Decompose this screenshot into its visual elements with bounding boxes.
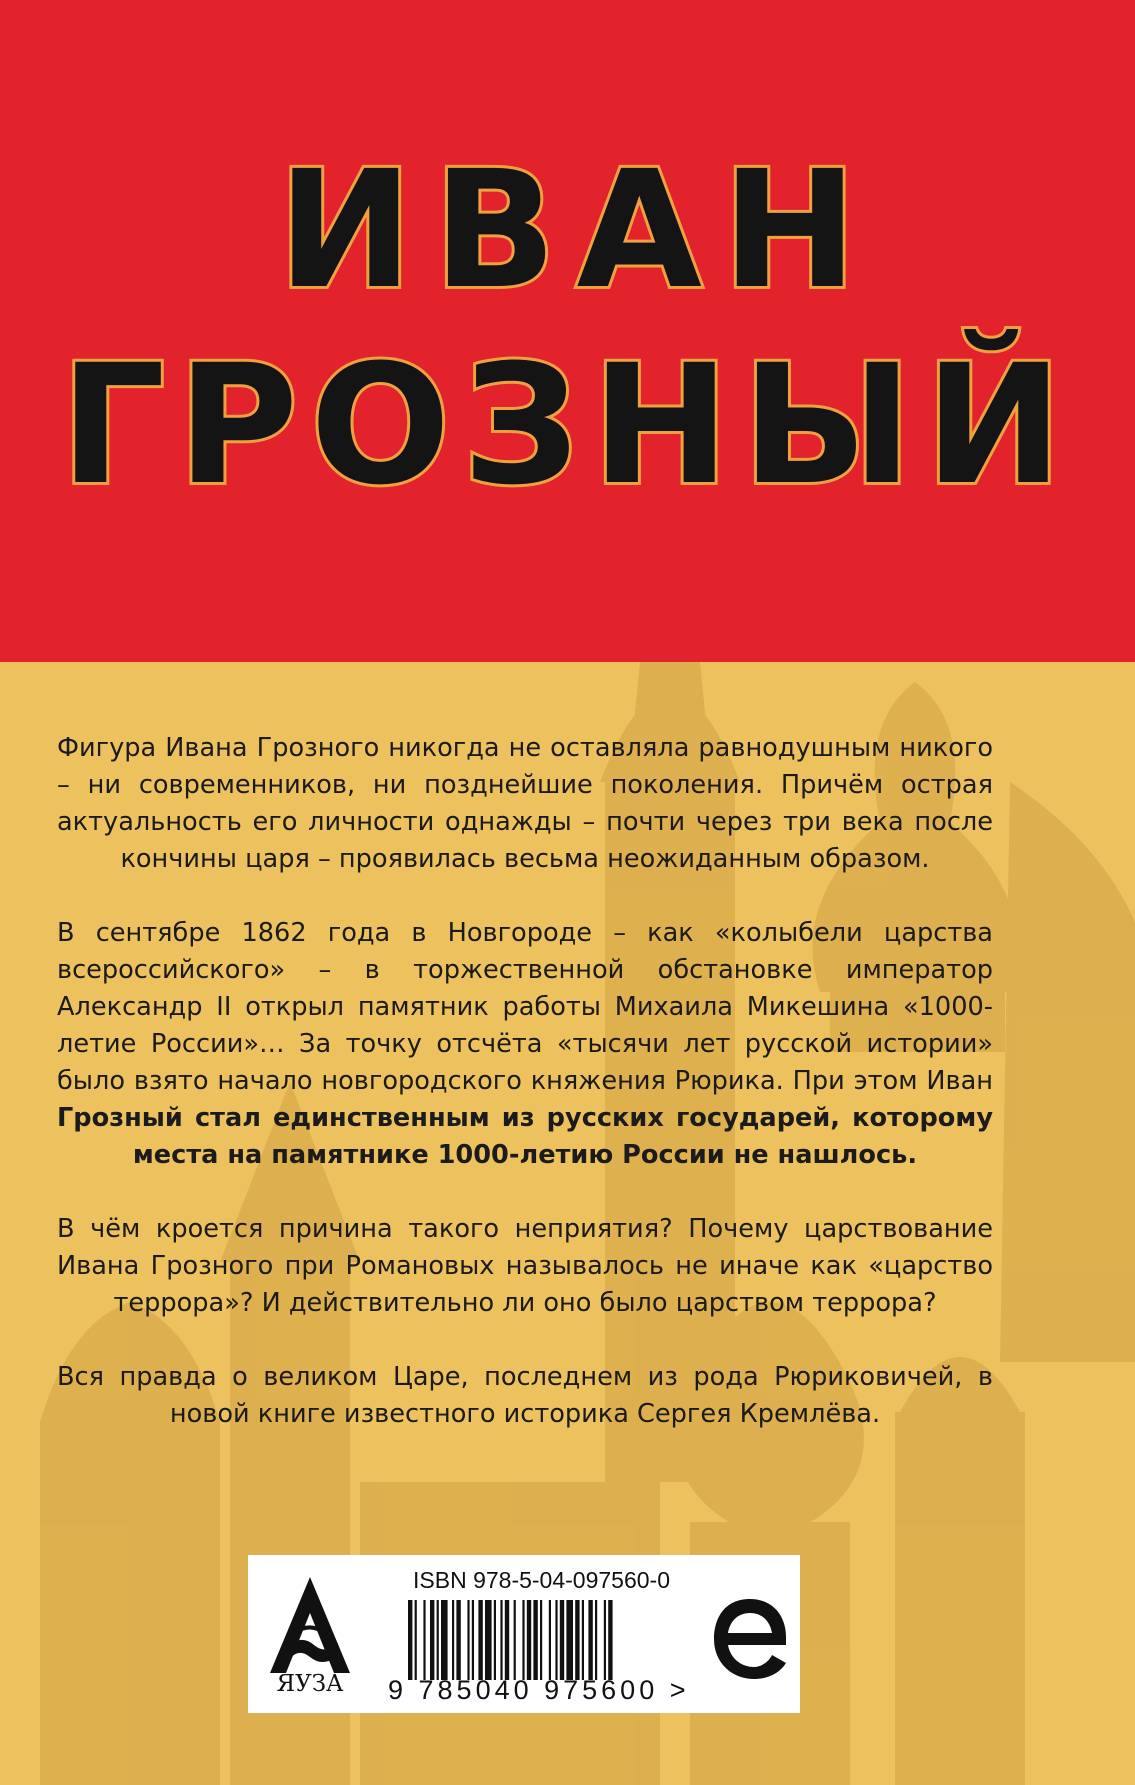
barcode-bar (456, 1600, 460, 1680)
barcode-panel (248, 1555, 800, 1713)
barcode-bar (549, 1600, 551, 1680)
barcode-bar (494, 1600, 496, 1680)
barcode-bar (437, 1600, 439, 1680)
barcode-bar (505, 1600, 509, 1680)
barcode-bar (575, 1600, 579, 1680)
barcode-bars (408, 1600, 678, 1680)
barcode-bar (533, 1600, 537, 1680)
description-paragraph-2-bold: Грозный стал единственным из русских государей, которому места на памятнике 1000-летию России не нашлось. (57, 1103, 993, 1170)
barcode-bar (555, 1600, 557, 1680)
publisher-name: ЯУЗА (276, 1671, 344, 1697)
barcode-bar (540, 1600, 542, 1680)
barcode-bar (441, 1600, 448, 1680)
barcode-bar (415, 1600, 417, 1680)
barcode-bar (582, 1600, 584, 1680)
barcode-bar (430, 1600, 434, 1680)
cover-bottom-band (0, 662, 1135, 1785)
description-paragraph-4: Вся правда о великом Царе, последнем из рода Рюриковичей, в новой книге известного историка Сергея Кремлёва. (57, 1362, 993, 1429)
eksmo-e-logo-icon (710, 1593, 790, 1683)
barcode-bar (595, 1600, 597, 1680)
description-paragraph-1: Фигура Ивана Грозного никогда не оставляла равнодушным никого – ни современников, ни позднейшие поколения. Причём острая актуальность его личности однажды – почти через три века после кончины царя – проявилась весьма неожиданным образом. (57, 733, 993, 874)
barcode-bar (452, 1600, 454, 1680)
barcode-bar (604, 1600, 606, 1680)
barcode-bar (522, 1600, 524, 1680)
barcode-bar (408, 1600, 412, 1680)
barcode-bar (566, 1600, 573, 1680)
barcode-bar (472, 1600, 474, 1680)
barcode-bar (560, 1600, 564, 1680)
barcode-bar (588, 1600, 592, 1680)
description-paragraph-2-regular: В сентябре 1862 года в Новгороде – как «колыбели царства всероссийского» – в торжественной обстановке император Александр II открыл памятник работы Михаила Микешина «1000-летие России»… За точку отсчёта «тысячи лет русской истории» было взято начало новгородского княжения Рюрика. При этом Иван (57, 918, 993, 1096)
barcode-bar (467, 1600, 469, 1680)
barcode-bar (423, 1600, 425, 1680)
description-paragraph-3: В чём кроется причина такого неприятия? Почему царствование Ивана Грозного при Романовых называлось не иначе как «царство террора»? И действительно ли оно было царством террора? (57, 1214, 993, 1318)
cover-title-line-2: ГРОЗНЫЙ (60, 329, 1075, 521)
cover-top-band (0, 0, 1135, 662)
barcode-bar (500, 1600, 502, 1680)
cover-title-line-1: ИВАН (277, 137, 878, 325)
isbn-number: ISBN 978-5-04-097560-0 (413, 1567, 670, 1593)
barcode-digits: 9 785040 975600 > (388, 1675, 690, 1705)
description-paragraph-2 (57, 915, 993, 1174)
barcode-bar (527, 1600, 531, 1680)
barcode-bar (514, 1600, 516, 1680)
barcode-bar (608, 1600, 612, 1680)
barcode-bar (485, 1600, 492, 1680)
barcode-bar (478, 1600, 482, 1680)
description-text (57, 730, 993, 1470)
